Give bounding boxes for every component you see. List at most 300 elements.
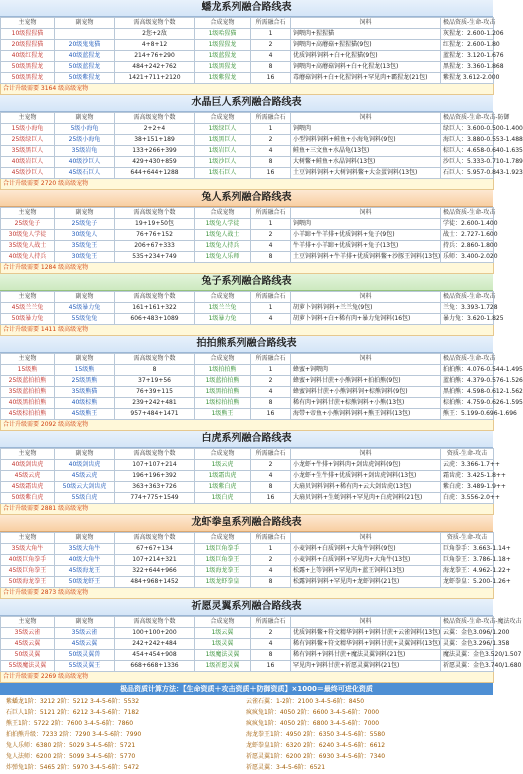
route-table <box>0 353 523 431</box>
section-title: 蟠龙系列融合路线表 <box>0 0 493 17</box>
table-cell: 25级绿巨人 <box>1 135 55 146</box>
table-cell: 1级蓝猩龙 <box>195 51 251 62</box>
table-cell: 957+484+1471 <box>115 409 195 420</box>
table-cell: 2 <box>251 555 291 566</box>
table-cell: 小麦饲料+白质饲料+大角牛饲料(9包) <box>291 544 441 555</box>
section-title: 拍拍熊系列融合路线表 <box>0 336 493 353</box>
table-cell: 兰兔：3.393-1.728 <box>441 303 494 314</box>
table-row <box>1 135 494 146</box>
summary-title: 极品资质计算方法：【生命资质＋攻击资质＋防御资质】×1000＝最终可进化资质 <box>0 683 493 695</box>
table-cell: 黑拍熊：4.598-0.612-1.562 <box>441 387 494 398</box>
column-header: 副宠物 <box>55 533 115 544</box>
column-header: 饲料 <box>291 208 441 219</box>
table-row <box>1 544 494 555</box>
table-cell: 4 <box>251 566 291 577</box>
table-cell: 40级沙巨人 <box>55 157 115 168</box>
column-header: 极品资质-生命-攻击 <box>441 208 494 219</box>
table-cell: 8 <box>251 398 291 409</box>
route-table <box>0 532 511 599</box>
table-cell: 饲喂肉+高蘑菇+猩猩猫(9包) <box>291 40 441 51</box>
table-cell: 祈愿灵翼：金色3.740/1.680 <box>441 661 494 672</box>
table-cell: 拍拍熊：4.076-0.544-1.495 <box>441 365 494 376</box>
table-cell: 38+151+189 <box>115 135 195 146</box>
table-cell: 50级紫猩龙 <box>55 73 115 84</box>
table-header-row <box>1 354 494 365</box>
route-table <box>0 448 506 515</box>
table-cell: 25级黑熊 <box>55 376 115 387</box>
column-header: 饲料 <box>291 292 441 303</box>
table-cell: 37+19+56 <box>115 376 195 387</box>
section-title: 兔人系列融合路线表 <box>0 190 493 207</box>
table-cell: 45级霜齿虎 <box>1 482 55 493</box>
table-cell: 40级红猩龙 <box>1 51 55 62</box>
table-cell: 1级拍拍熊 <box>195 365 251 376</box>
summary-left: 兔人法师：6200 2阶：5099 3-4-5-6阶：5770 <box>6 753 136 760</box>
column-header: 副宠物 <box>55 354 115 365</box>
table-cell: 1级绿巨人 <box>195 124 251 135</box>
route-table <box>0 207 498 274</box>
table-cell: 40级棕熊 <box>55 398 115 409</box>
table-cell: 2 <box>251 460 291 471</box>
table-cell: 239+242+481 <box>115 398 195 409</box>
table-row <box>1 566 494 577</box>
table-cell: 45级棕拍拍熊 <box>1 409 55 420</box>
total-text: 合计升级需要 2092 级高级宠物 <box>1 420 494 431</box>
table-cell: 16 <box>251 73 291 84</box>
table-cell: 稀有饲料+饲料甘蔗+魔法灵翼饲料(21包) <box>291 650 441 661</box>
table-cell: 40级黑拍拍熊 <box>1 398 55 409</box>
table-cell: 55级白虎 <box>55 493 115 504</box>
table-row <box>1 40 494 51</box>
column-header: 所需融合石 <box>251 18 291 29</box>
table-cell: 1 <box>251 124 291 135</box>
table-row <box>1 628 494 639</box>
table-row <box>1 219 494 230</box>
column-header: 资质-生命-攻击 <box>441 449 494 460</box>
table-cell: 蜂蜜+饲喂肉 <box>291 365 441 376</box>
table-cell: 55级魔法灵翼 <box>1 661 55 672</box>
total-row <box>1 672 494 683</box>
section-0 <box>0 0 504 95</box>
table-cell: 1级岩巨人 <box>195 146 251 157</box>
table-cell: 133+266+399 <box>115 146 195 157</box>
table-cell: 8 <box>251 157 291 168</box>
table-cell: 35级大角牛 <box>55 544 115 555</box>
table-cell: 饲喂肉+猩猩猫 <box>291 29 441 40</box>
column-header: 副宠物 <box>55 18 115 29</box>
table-row <box>1 577 494 588</box>
table-cell: 15级熊 <box>1 365 55 376</box>
column-header: 需高级宠物个数 <box>115 617 195 628</box>
table-cell: 乐师：3.400-2.020 <box>441 252 494 263</box>
table-row <box>1 303 494 314</box>
table-cell: 25级蓝拍拍熊 <box>1 376 55 387</box>
table-cell: 242+242+484 <box>115 639 195 650</box>
table-cell: 45级云虎 <box>1 471 55 482</box>
table-cell <box>55 29 115 40</box>
table-cell: 40级兔人持兵 <box>1 252 55 263</box>
table-cell: 小龙虾+生牛排+优质饲料+剑齿虎饲料(13包) <box>291 471 441 482</box>
summary-line <box>6 751 487 762</box>
table-cell: 50级云大剑齿虎 <box>55 482 115 493</box>
column-header: 副宠物 <box>55 208 115 219</box>
total-text: 合计升级需要 2720 级高级宠物 <box>1 179 494 190</box>
table-cell: 稀有饲料鳖+符文精华饲料+饲料甘蔗+灵翼饲料(13包) <box>291 639 441 650</box>
table-cell: 76+76+152 <box>115 230 195 241</box>
column-header: 饲料 <box>291 354 441 365</box>
summary-line <box>6 718 487 729</box>
table-cell: 30级兔人 <box>55 230 115 241</box>
table-cell: 50级蓝猩龙 <box>55 62 115 73</box>
table-cell: 484+242+762 <box>115 62 195 73</box>
table-cell: 40级剑齿虎 <box>1 460 55 471</box>
table-cell: 1级石巨人 <box>195 168 251 179</box>
table-cell: 2 <box>251 40 291 51</box>
table-cell: 35级蓝拍拍熊 <box>1 387 55 398</box>
table-cell: 363+363+726 <box>115 482 195 493</box>
table-cell: 红猩龙：2.600-1.80 <box>441 40 494 51</box>
table-cell: 白虎：3.556-2.0++ <box>441 493 494 504</box>
table-cell: 战士：2.727-1.600 <box>441 230 494 241</box>
column-header: 所需融合石 <box>251 113 291 124</box>
table-cell: 40级大角牛 <box>55 555 115 566</box>
table-cell: 1级龙虾拳皇 <box>195 577 251 588</box>
column-header: 资质-生命-攻击 <box>441 533 494 544</box>
table-cell: 1 <box>251 29 291 40</box>
table-cell: 196+196+392 <box>115 471 195 482</box>
section-title: 龙虾拳皇系列融合路线表 <box>0 515 493 532</box>
column-header: 需高级宠物个数 <box>115 18 195 29</box>
table-cell: 1级紫白虎 <box>195 482 251 493</box>
table-header-row <box>1 449 494 460</box>
section-5 <box>0 431 506 515</box>
table-cell: 35级熊猫 <box>55 387 115 398</box>
table-row <box>1 460 494 471</box>
column-header: 所需融合石 <box>251 208 291 219</box>
table-cell: 松露+上等饲料+罕见肉+蓝王饲料(13包) <box>291 566 441 577</box>
table-cell: 40级蓝猩龙 <box>55 51 115 62</box>
table-cell: 45级石巨人 <box>55 168 115 179</box>
summary-left: 拍拍熊升级：7233 2阶：7290 3-4-5-6阶：7990 <box>6 731 142 738</box>
summary-left: 熊王1阶：5722 2阶：7600 3-4-5-6阶：7860 <box>6 720 134 727</box>
table-cell: 黑猩龙：3.360-1.868 <box>441 62 494 73</box>
total-row <box>1 84 494 95</box>
table-cell: 蓝拍熊：4.379-0.576-1.526 <box>441 376 494 387</box>
bottom-summary <box>0 683 493 774</box>
table-row <box>1 555 494 566</box>
table-cell: 2+2+4 <box>115 124 195 135</box>
table-header-row <box>1 533 494 544</box>
summary-left: 兔人乐师：6380 2阶：5029 3-4-5-6阶：5721 <box>6 742 136 749</box>
table-cell: 67+67+134 <box>115 544 195 555</box>
table-row <box>1 471 494 482</box>
table-row <box>1 146 494 157</box>
table-cell: 沙巨人：5.333-0.710-1.789 <box>441 157 494 168</box>
summary-right: 祈愿灵翼1阶：6200 2阶：6930 3-4-5-6阶：7340 <box>246 753 386 760</box>
column-header: 极品资质-生命-攻击 <box>441 18 494 29</box>
table-row <box>1 124 494 135</box>
table-cell: 大树鳖+鲑鱼+水晶饲料(13包) <box>291 157 441 168</box>
table-cell: 4 <box>251 387 291 398</box>
total-row <box>1 588 494 599</box>
table-row <box>1 157 494 168</box>
table-cell: 16 <box>251 493 291 504</box>
column-header: 所需融合石 <box>251 354 291 365</box>
table-cell: 206+67+333 <box>115 241 195 252</box>
column-header: 需高级宠物个数 <box>115 449 195 460</box>
table-cell: 8 <box>251 62 291 73</box>
table-cell: 50级黑猩龙 <box>1 62 55 73</box>
table-cell: 蜂蜜饲料甘蔗+小熊饲料饲+棕熊饲料(9包) <box>291 387 441 398</box>
section-4 <box>0 336 523 431</box>
column-header: 合成宠物 <box>195 208 251 219</box>
table-cell: 棕拍熊：4.759-0.626-1.595 <box>441 398 494 409</box>
table-cell: 1级兔人学徒 <box>195 219 251 230</box>
column-header: 合成宠物 <box>195 18 251 29</box>
table-cell: 214+76+290 <box>115 51 195 62</box>
table-cell: 30级兔王 <box>55 252 115 263</box>
table-row <box>1 230 494 241</box>
table-cell: 35级黑巨人 <box>1 146 55 157</box>
column-header: 副宠物 <box>55 617 115 628</box>
column-header: 所需融合石 <box>251 533 291 544</box>
total-row <box>1 263 494 274</box>
table-cell: 1级巨角拳手 <box>195 544 251 555</box>
table-cell: 2 <box>251 628 291 639</box>
table-row <box>1 482 494 493</box>
column-header: 饲料 <box>291 18 441 29</box>
table-cell: 45级兰兰兔 <box>1 303 55 314</box>
table-cell: 2您+2敌 <box>115 29 195 40</box>
table-cell: 668+668+1336 <box>115 661 195 672</box>
table-cell: 胡萝卜饲料+白+稀有肉+暴力兔饲料(16包) <box>291 314 441 325</box>
table-cell: 1级哈猩猫 <box>195 29 251 40</box>
column-header: 所需融合石 <box>251 292 291 303</box>
table-row <box>1 252 494 263</box>
table-cell: 35级云雀 <box>55 628 115 639</box>
column-header: 合成宠物 <box>195 113 251 124</box>
table-cell: 50级灵翼 <box>1 650 55 661</box>
table-cell: 1级蓝拍拍熊 <box>195 376 251 387</box>
table-cell: 55级兔兔 <box>55 314 115 325</box>
table-cell: 2 <box>251 135 291 146</box>
column-header: 所需融合石 <box>251 617 291 628</box>
table-cell: 1级云翼 <box>195 628 251 639</box>
table-header-row <box>1 292 494 303</box>
summary-right: 祈愿灵翼：3-4-5-6阶：6521 <box>246 764 326 771</box>
table-cell: 灵翼：金色3.296/1.358 <box>441 639 494 650</box>
table-row <box>1 73 494 84</box>
table-row <box>1 314 494 325</box>
table-cell: 30级兔人学徒 <box>1 230 55 241</box>
table-cell: 优质饲料鳖+符文精华饲料+饲料甘蔗+云雀饲料(13包) <box>291 628 441 639</box>
section-title: 兔子系列融合路线表 <box>0 274 493 291</box>
summary-right: 疯疯兔1阶：4050 2阶：6800 3-4-5-6阶：7000 <box>246 720 380 727</box>
summary-right: 龙虾拳皇1阶：6320 2阶：6240 3-4-5-6阶：6612 <box>246 742 386 749</box>
summary-left: 紫蟠龙1阶：3212 2阶：5212 3-4-5-6阶：5532 <box>6 698 140 705</box>
table-row <box>1 168 494 179</box>
table-cell: 774+775+1549 <box>115 493 195 504</box>
table-cell: 15级熊 <box>55 365 115 376</box>
table-cell: 4 <box>251 471 291 482</box>
table-cell: 429+430+859 <box>115 157 195 168</box>
table-cell: 1级暴力兔 <box>195 314 251 325</box>
section-1 <box>0 95 523 190</box>
section-title: 祈愿灵翼系列融合路线表 <box>0 599 493 616</box>
column-header: 主宠物 <box>1 533 55 544</box>
table-header-row <box>1 113 494 124</box>
column-header: 极品资质-生命-攻击 <box>441 292 494 303</box>
total-row <box>1 504 494 515</box>
table-cell: 云虎：3.366-1.7++ <box>441 460 494 471</box>
route-table <box>0 616 522 683</box>
table-cell: 蓝猩龙：3.120-1.676 <box>441 51 494 62</box>
summary-line <box>6 696 487 707</box>
table-cell: 土豆饲料饲料+牛羊排+优质饲料鳖+沙豚王饲料(13包) <box>291 252 441 263</box>
table-cell: 50级灵翼兽 <box>55 650 115 661</box>
table-cell: 1级黑猩龙 <box>195 62 251 73</box>
table-cell: 罕见肉+饲料甘蔗+祈愿灵翼饲料(21包) <box>291 661 441 672</box>
route-table <box>0 291 504 336</box>
table-row <box>1 29 494 40</box>
table-cell: 16 <box>251 661 291 672</box>
column-header: 合成宠物 <box>195 617 251 628</box>
table-cell: 1级黑巨人 <box>195 135 251 146</box>
column-header: 副宠物 <box>55 292 115 303</box>
table-cell: 1级黑拍拍熊 <box>195 387 251 398</box>
table-cell: 484+968+1452 <box>115 577 195 588</box>
table-cell: 35级兔王 <box>55 241 115 252</box>
total-text: 合计升级需要 3164 级高级宠物 <box>1 84 494 95</box>
table-cell: 蜂蜜+饲料甘蔗+小熊饲料+拍拍熊(9包) <box>291 376 441 387</box>
table-cell: 25级小海龟 <box>55 135 115 146</box>
column-header: 极品资质-生命-攻击 <box>441 354 494 365</box>
table-cell: 35级兔人战士 <box>1 241 55 252</box>
column-header: 主宠物 <box>1 113 55 124</box>
table-cell: 45级熊王 <box>55 409 115 420</box>
table-cell: 100+100+200 <box>115 628 195 639</box>
table-cell: 持兵：2.860-1.800 <box>441 241 494 252</box>
column-header: 需高级宠物个数 <box>115 208 195 219</box>
table-header-row <box>1 617 494 628</box>
table-cell: 4 <box>251 314 291 325</box>
table-cell: 小羊蹄+牛羊排+优质饲料+兔子(9包) <box>291 230 441 241</box>
summary-right: 云雀石翼：1-2阶：2100 3-4-5-6阶：8450 <box>246 698 365 705</box>
column-header: 饲料 <box>291 617 441 628</box>
table-row <box>1 241 494 252</box>
table-cell: 644+644+1288 <box>115 168 195 179</box>
table-row <box>1 387 494 398</box>
table-row <box>1 639 494 650</box>
total-row <box>1 325 494 336</box>
column-header: 主宠物 <box>1 449 55 460</box>
column-header: 副宠物 <box>55 113 115 124</box>
table-cell: 暴力兔：3.620-1.825 <box>441 314 494 325</box>
table-cell: 25级兔子 <box>55 219 115 230</box>
table-cell: 4 <box>251 51 291 62</box>
table-cell: 45级海龙王 <box>55 566 115 577</box>
table-cell: 1级云虎 <box>195 460 251 471</box>
table-cell: 1级霜齿虎 <box>195 471 251 482</box>
table-cell: 大扇贝饲料饲料+稀有肉+云大剑齿虎(13包) <box>291 482 441 493</box>
table-cell: 25级兔子 <box>1 219 55 230</box>
table-header-row <box>1 208 494 219</box>
table-cell: 20级鬼鬼猫 <box>55 40 115 51</box>
table-cell: 巨角拳手：3.663-1.14+ <box>441 544 494 555</box>
column-header: 需高级宠物个数 <box>115 292 195 303</box>
summary-left: 炸弹兔1阶：5465 2阶：5970 3-4-5-6阶：5472 <box>6 764 140 771</box>
table-cell: 4 <box>251 241 291 252</box>
table-cell: 龙虾拳皇：5.200-1.26+ <box>441 577 494 588</box>
table-row <box>1 62 494 73</box>
table-row <box>1 398 494 409</box>
section-2 <box>0 190 498 274</box>
column-header: 需高级宠物个数 <box>115 533 195 544</box>
total-text: 合计升级需要 2873 级高级宠物 <box>1 588 494 599</box>
table-cell: 8 <box>251 650 291 661</box>
table-row <box>1 409 494 420</box>
table-cell: 小麦饲料+白质饲料+罕见肉+大角牛(13包) <box>291 555 441 566</box>
total-row <box>1 179 494 190</box>
table-cell: 45级云翼 <box>1 639 55 650</box>
table-cell: 1级猩猩龙 <box>195 40 251 51</box>
section-3 <box>0 274 504 336</box>
table-row <box>1 376 494 387</box>
column-header: 副宠物 <box>55 449 115 460</box>
table-cell: 16 <box>251 409 291 420</box>
table-cell: 50级黑猩龙 <box>1 73 55 84</box>
total-row <box>1 420 494 431</box>
table-cell: 1级兔人乐师 <box>195 252 251 263</box>
summary-left: 石巨人1阶：5121 2阶：6212 3-4-5-6阶：7182 <box>6 709 140 716</box>
table-cell: 学徒：2.600-1.400 <box>441 219 494 230</box>
route-table <box>0 17 504 95</box>
section-7 <box>0 599 522 683</box>
table-cell: 50级暴力兔 <box>1 314 55 325</box>
table-cell: 45级暴力兔 <box>55 303 115 314</box>
column-header: 主宠物 <box>1 617 55 628</box>
table-cell: 1级灵翼 <box>195 639 251 650</box>
table-cell: 云翼：金色3.096/1.200 <box>441 628 494 639</box>
table-cell: 535+234+749 <box>115 252 195 263</box>
column-header: 饲料 <box>291 113 441 124</box>
summary-lines <box>0 695 493 774</box>
table-cell: 1级紫猩龙 <box>195 73 251 84</box>
section-title: 白虎系列融合路线表 <box>0 431 493 448</box>
table-cell: 巨角拳王：3.786-1.18+ <box>441 555 494 566</box>
table-cell: 鲑鱼+三文鱼+水晶龟(13包) <box>291 146 441 157</box>
table-cell: 毒蘑菇饲料+白+化猩饲料+罕见肉+霸猩龙(21包) <box>291 73 441 84</box>
table-cell: 8 <box>115 365 195 376</box>
column-header: 需高级宠物个数 <box>115 354 195 365</box>
column-header: 主宠物 <box>1 208 55 219</box>
table-cell: 小龙虾+牛排+饲料肉+剑齿虎饲料(9包) <box>291 460 441 471</box>
summary-right: 海龙拳王1阶：4950 2阶：6350 3-4-5-6阶：5580 <box>246 731 386 738</box>
table-cell: 4 <box>251 146 291 157</box>
section-title: 水晶巨人系列融合路线表 <box>0 95 493 112</box>
column-header: 饲料 <box>291 533 441 544</box>
table-cell: 紫白虎：3.489-1.9++ <box>441 482 494 493</box>
table-cell: 棕巨人：4.658-0.640-1.635 <box>441 146 494 157</box>
column-header: 所需融合石 <box>251 449 291 460</box>
summary-right: 疯疯兔1阶：4050 2阶：6600 3-4-5-6阶：7000 <box>246 709 380 716</box>
table-cell: 优质饲料饲料+白+化猩猫(9包) <box>291 51 441 62</box>
table-cell: 20级猩猩猫 <box>1 40 55 51</box>
table-cell: 322+644+966 <box>115 566 195 577</box>
table-cell: 1 <box>251 544 291 555</box>
total-text: 合计升级需要 2881 级高级宠物 <box>1 504 494 515</box>
section-6 <box>0 515 511 599</box>
